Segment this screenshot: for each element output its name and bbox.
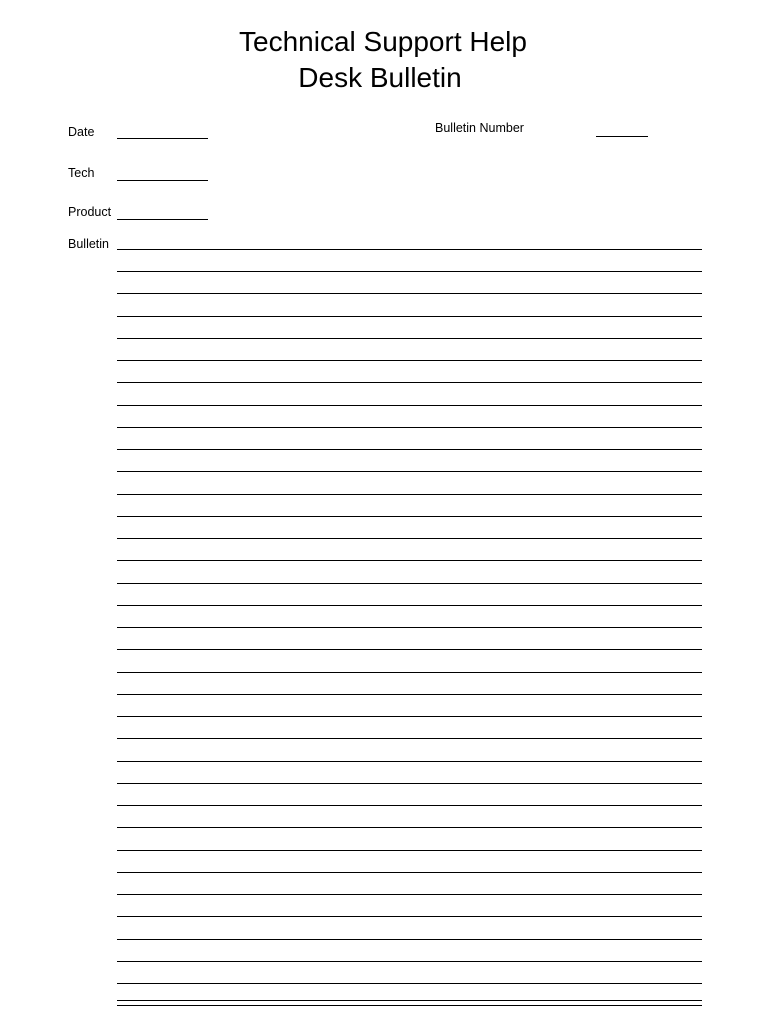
bulletin-text-line[interactable] xyxy=(117,494,702,495)
bulletin-text-line[interactable] xyxy=(117,271,702,272)
bulletin-text-line[interactable] xyxy=(117,983,702,984)
bulletin-text-line[interactable] xyxy=(117,672,702,673)
bulletin-text-line[interactable] xyxy=(117,471,702,472)
bulletin-text-line[interactable] xyxy=(117,1000,702,1001)
bulletin-number-label: Bulletin Number xyxy=(435,121,524,135)
bulletin-text-line[interactable] xyxy=(117,316,702,317)
bulletin-text-line[interactable] xyxy=(117,961,702,962)
bulletin-text-line[interactable] xyxy=(117,761,702,762)
bulletin-text-line[interactable] xyxy=(117,649,702,650)
tech-field-line[interactable] xyxy=(117,180,208,181)
document-title-line-2: Desk Bulletin xyxy=(298,62,462,93)
bulletin-text-line[interactable] xyxy=(117,627,702,628)
bulletin-text-line[interactable] xyxy=(117,939,702,940)
date-field-line[interactable] xyxy=(117,138,208,139)
bulletin-text-line[interactable] xyxy=(117,827,702,828)
bulletin-text-line[interactable] xyxy=(117,560,702,561)
bulletin-text-line[interactable] xyxy=(117,538,702,539)
bulletin-text-line[interactable] xyxy=(117,405,702,406)
bulletin-number-field-line[interactable] xyxy=(596,136,648,137)
product-field-line[interactable] xyxy=(117,219,208,220)
bulletin-text-line[interactable] xyxy=(117,516,702,517)
product-label: Product xyxy=(68,205,112,219)
bulletin-text-line[interactable] xyxy=(117,605,702,606)
bulletin-text-line[interactable] xyxy=(117,293,702,294)
tech-label: Tech xyxy=(68,166,95,180)
bulletin-text-line[interactable] xyxy=(117,338,702,339)
bulletin-text-line[interactable] xyxy=(117,805,702,806)
bulletin-text-line[interactable] xyxy=(117,382,702,383)
bulletin-label: Bulletin xyxy=(68,237,109,251)
bulletin-text-line[interactable] xyxy=(117,872,702,873)
date-label: Date xyxy=(68,125,95,139)
bulletin-text-line[interactable] xyxy=(117,894,702,895)
bulletin-text-line[interactable] xyxy=(117,360,702,361)
bulletin-text-line[interactable] xyxy=(117,850,702,851)
bulletin-text-line[interactable] xyxy=(117,694,702,695)
bulletin-text-line[interactable] xyxy=(117,738,702,739)
bulletin-text-line[interactable] xyxy=(117,783,702,784)
bulletin-text-line[interactable] xyxy=(117,427,702,428)
bulletin-text-line[interactable] xyxy=(117,249,702,250)
bulletin-text-line[interactable] xyxy=(117,716,702,717)
bulletin-text-line[interactable] xyxy=(117,583,702,584)
bulletin-text-line[interactable] xyxy=(117,916,702,917)
bulletin-text-line[interactable] xyxy=(117,449,702,450)
bulletin-text-line[interactable] xyxy=(117,1005,702,1006)
document-title-line-1: Technical Support Help xyxy=(239,26,527,57)
